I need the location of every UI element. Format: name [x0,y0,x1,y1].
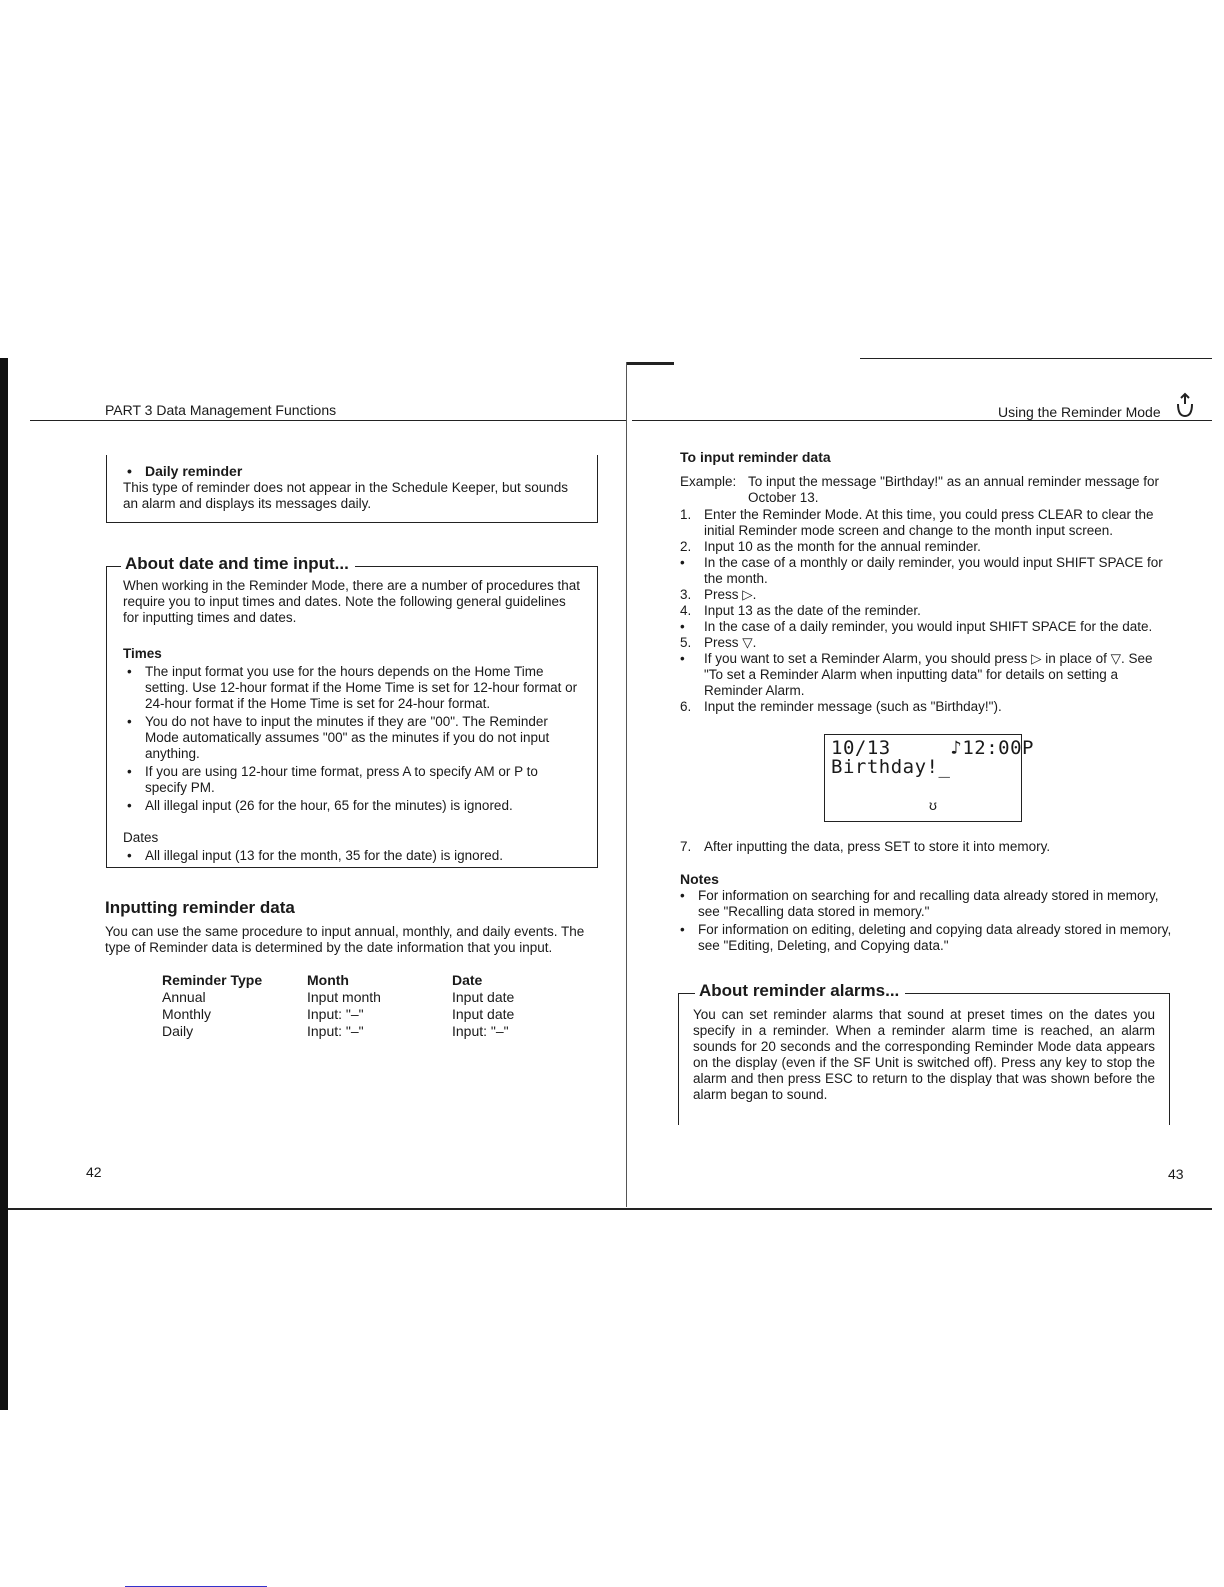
table-row [162,1006,592,1023]
example-text: To input the message "Birthday!" as an annual reminder message for October 13. [748,474,1160,505]
table-header: Reminder Type [162,972,263,988]
right-top-rule [860,358,1212,359]
step-item: • If you want to set a Reminder Alarm, you should press ▷ in place of ▽. See "To set a Reminder Alarm when inputting data" for details on setting a Reminder Alarm. [680,651,1153,698]
date-time-box-title: About date and time input... [121,556,355,572]
step-item: 1. Enter the Reminder Mode. At this time, you could press CLEAR to clear the initial Reminder mode screen and change to the month input screen. [680,507,1154,538]
inputting-heading: Inputting reminder data [105,898,295,917]
bottom-rule [8,1208,1212,1210]
times-bullet: • If you are using 12-hour time format, press A to specify AM or P to specify PM. [123,764,581,796]
table-cell: Input: "–" [452,1023,509,1039]
step-item: 6. Input the reminder message (such as "Birthday!"). [680,699,1002,714]
lcd-line-2: Birthday!_ [831,756,951,778]
times-bullet: • All illegal input (26 for the hour, 65 for the minutes) is ignored. [123,798,581,814]
to-input-heading: To input reminder data [680,449,831,465]
step-7: 7. After inputting the data, press SET to store it into memory. [680,839,1051,854]
left-header-rule [30,420,626,421]
reminder-alarms-box [678,981,1170,1125]
reminder-mode-icon [1172,392,1198,418]
times-bullet: • You do not have to input the minutes if they are "00". The Reminder Mode automatically assumes "00" as the minutes if you do not input anything. [123,714,581,762]
lcd-line-1: 10/13 ♪12:00P [831,737,1034,759]
reminder-alarms-text: You can set reminder alarms that sound at preset times on the dates you specify in a reminder. When a reminder alarm time is reached, an alarm sounds for 20 seconds and the corresponding Reminder Mode data appears on the display (even if the SF Unit is switched off). Press any key to stop the alarm and then press ESC to return to the display that was shown before the alarm began to sound. [693,1007,1155,1102]
date-time-intro: When working in the Reminder Mode, there are a number of procedures that require you to input times and dates. Note the following general guidelines for inputting times and dates. [123,578,580,625]
times-bullet: • The input format you use for the hours depends on the Home Time setting. Use 12-hour format if the Home Time is set for 12-hour format or 24-hour format if the Home Time is set for 24-hour format. [123,664,581,712]
binding-corner-mark [626,362,674,365]
table-header: Date [452,972,483,988]
table-cell: Input: "–" [307,1023,364,1039]
step-item: • In the case of a daily reminder, you would input SHIFT SPACE for the date. [680,619,1153,634]
table-header: Month [307,972,349,988]
table-cell: Daily [162,1023,194,1039]
times-heading: Times [123,646,162,661]
date-time-box [106,554,598,868]
step-item: 3. Press ▷. [680,587,757,602]
right-page-number: 43 [1168,1166,1184,1182]
step-item: 2. Input 10 as the month for the annual reminder. [680,539,981,554]
example-label: Example: [680,474,737,489]
left-running-header: PART 3 Data Management Functions [105,402,337,418]
table-header-row [162,972,592,989]
table-cell: Annual [162,989,206,1005]
reminder-type-table [162,972,592,1040]
binding-line [626,362,627,1207]
table-cell: Input month [307,989,381,1005]
lcd-display [824,734,1034,822]
step-item: • In the case of a monthly or daily reminder, you would input SHIFT SPACE for the month. [680,555,1163,586]
note-item: • For information on editing, deleting and copying data already stored in memory, see "Editing, Deleting, and Copying data." [676,922,1174,954]
reminder-alarms-title: About reminder alarms... [695,983,905,999]
right-header-rule [632,420,1212,421]
step-item: 4. Input 13 as the date of the reminder. [680,603,921,618]
example-block [680,474,1174,506]
table-row [162,1023,592,1040]
left-page-number: 42 [86,1164,102,1180]
note-item: • For information on searching for and recalling data already stored in memory, see "Recalling data stored in memory." [676,888,1174,920]
table-cell: Monthly [162,1006,212,1022]
step-item: 5. Press ▽. [680,635,757,650]
notes-heading: Notes [680,871,719,887]
daily-reminder-text: This type of reminder does not appear in the Schedule Keeper, but sounds an alarm and displays its messages daily. [123,480,569,511]
table-cell: Input date [452,989,515,1005]
steps-list [680,507,1174,715]
right-running-header: Using the Reminder Mode [998,404,1161,420]
table-cell: Input date [452,1006,515,1022]
inputting-text: You can use the same procedure to input annual, monthly, and daily events. The type of Reminder data is determined by the date information that you input. [105,924,585,955]
table-cell: Input: "–" [307,1006,364,1022]
dates-bullet: • All illegal input (13 for the month, 35 for the date) is ignored. [123,848,581,864]
lcd-mode-icon: ʊ [929,797,937,813]
scan-edge-bar [0,358,8,1410]
dates-heading: Dates [123,830,159,845]
daily-reminder-box [106,455,598,523]
notes-list [676,888,1174,954]
table-row [162,989,592,1006]
daily-reminder-title: • Daily reminder [123,463,581,479]
